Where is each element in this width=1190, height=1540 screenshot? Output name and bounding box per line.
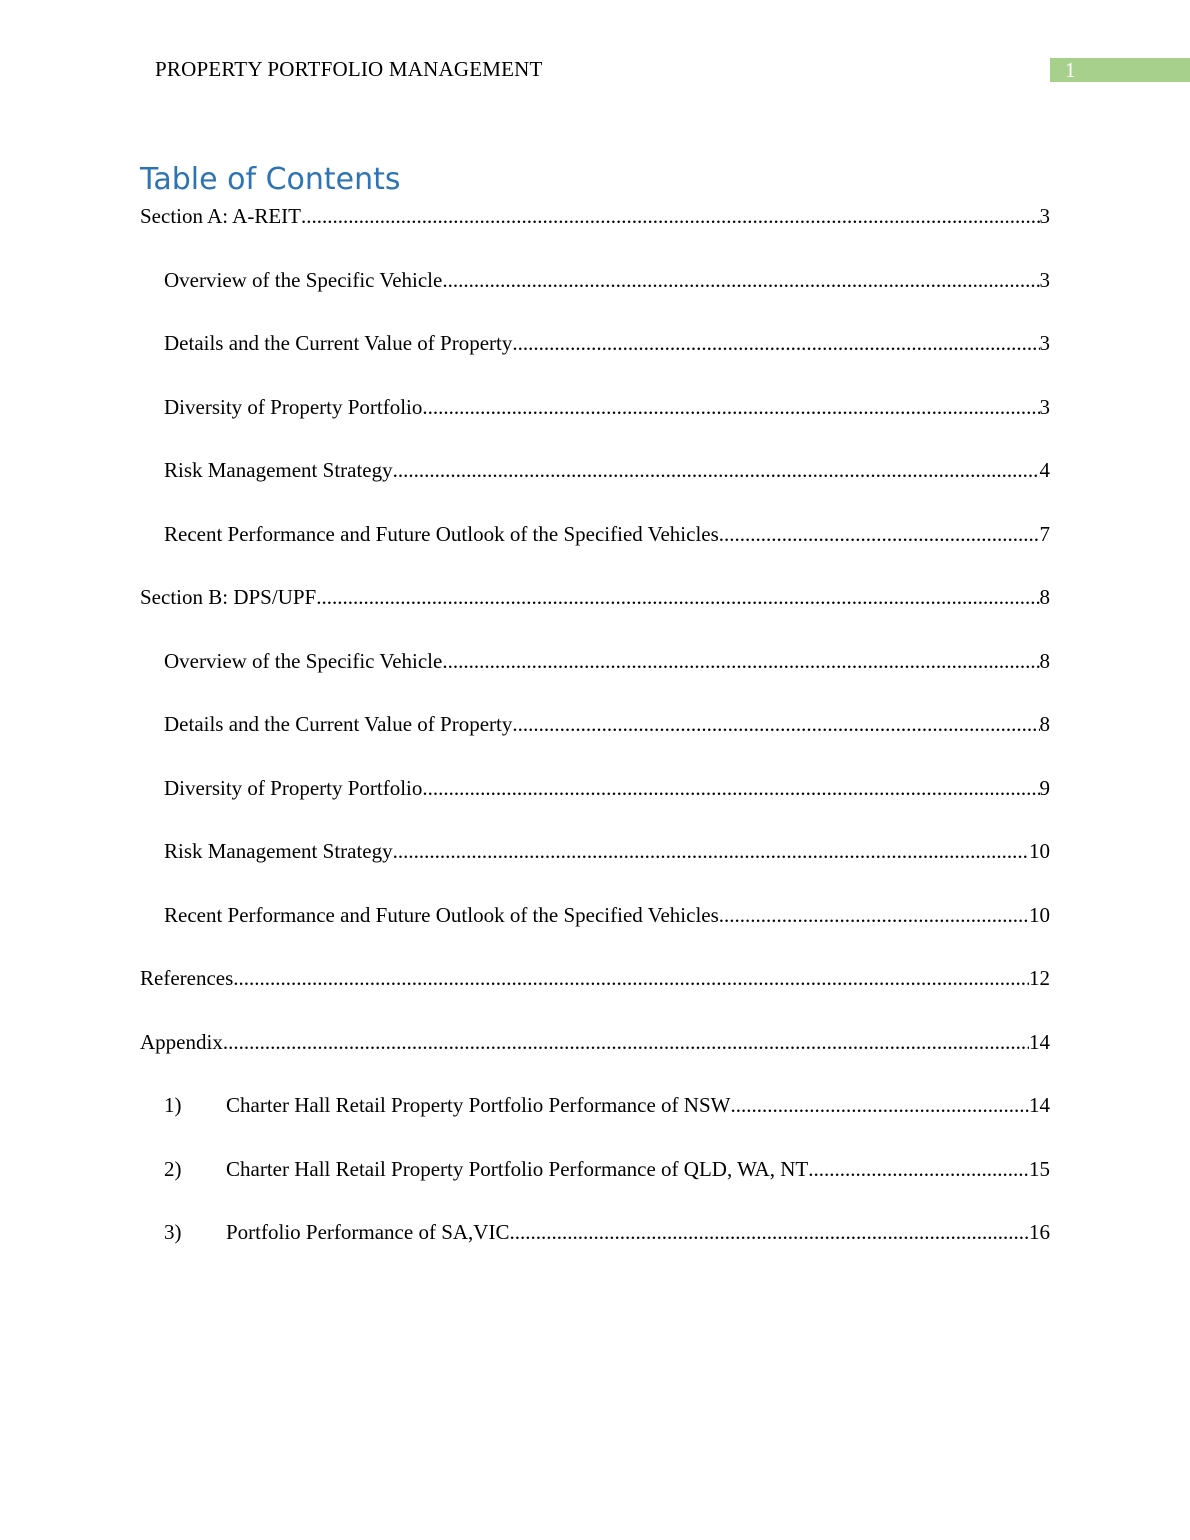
toc-entry-number: 3): [164, 1220, 182, 1244]
toc-entry[interactable]: [140, 581, 1050, 645]
toc-entry[interactable]: [140, 327, 1050, 391]
toc-entry[interactable]: [140, 1216, 1050, 1280]
toc-entry-text: Diversity of Property Portfolio: [164, 394, 423, 419]
toc-entry-text: Details and the Current Value of Property: [164, 712, 513, 736]
toc-entry[interactable]: [140, 708, 1050, 772]
table-of-contents: [140, 200, 1050, 1280]
toc-entry-row: [140, 327, 1050, 359]
toc-entry-row: [140, 518, 1050, 550]
toc-entry[interactable]: [140, 454, 1050, 518]
toc-entry-text: Charter Hall Retail Property Portfolio Performance of NSW: [226, 1093, 731, 1117]
toc-entry-text: Appendix: [140, 1029, 223, 1054]
toc-entry-row: [140, 264, 1050, 296]
toc-entry-page-number: 10: [1029, 902, 1050, 927]
toc-entry-page-number: 14: [1029, 1093, 1050, 1117]
toc-entry[interactable]: [140, 899, 1050, 963]
toc-entry-row: [140, 645, 1050, 677]
toc-dot-leader: [393, 454, 1040, 486]
running-head: PROPERTY PORTFOLIO MANAGEMENT: [155, 57, 543, 81]
toc-entry-text: Section B: DPS/UPF: [140, 585, 317, 609]
toc-entry-number: 2): [164, 1156, 182, 1181]
toc-dot-leader: [512, 708, 1039, 740]
toc-entry-text: Risk Management Strategy: [164, 839, 393, 863]
toc-entry[interactable]: [140, 645, 1050, 709]
toc-entry-page-number: 3: [1039, 267, 1050, 292]
toc-entry[interactable]: [140, 200, 1050, 264]
toc-entry-page-number: 12: [1029, 966, 1050, 990]
toc-dot-leader: [442, 645, 1039, 677]
toc-entry-row: [140, 1026, 1050, 1058]
toc-dot-leader: [422, 772, 1039, 804]
toc-dot-leader: [223, 1026, 1029, 1058]
toc-entry-row: [140, 200, 1050, 232]
toc-entry-text: Charter Hall Retail Property Portfolio Performance of QLD, WA, NT: [226, 1156, 809, 1181]
toc-entry-number: 1): [164, 1093, 182, 1117]
toc-dot-leader: [393, 835, 1029, 867]
toc-dot-leader: [512, 327, 1039, 359]
toc-dot-leader: [509, 1216, 1029, 1248]
toc-entry-text: Recent Performance and Future Outlook of the Specified Vehicles: [164, 902, 719, 927]
toc-entry-row: [140, 1153, 1050, 1185]
toc-dot-leader: [316, 581, 1039, 613]
toc-entry[interactable]: [140, 835, 1050, 899]
toc-entry-text: References: [140, 966, 234, 990]
toc-entry-page-number: 9: [1039, 775, 1050, 800]
toc-entry-row: [140, 708, 1050, 740]
toc-entry-row: [140, 581, 1050, 613]
toc-entry-text: Diversity of Property Portfolio: [164, 775, 423, 800]
toc-entry[interactable]: [140, 1026, 1050, 1090]
toc-entry-page-number: 16: [1029, 1220, 1050, 1244]
toc-entry-page-number: 7: [1039, 521, 1050, 546]
toc-entry[interactable]: [140, 772, 1050, 836]
toc-entry-row: [140, 391, 1050, 423]
toc-entry-row: [140, 899, 1050, 931]
toc-entry[interactable]: [140, 391, 1050, 455]
toc-entry-row: [140, 1089, 1050, 1121]
toc-dot-leader: [719, 899, 1029, 931]
toc-entry-page-number: 3: [1039, 331, 1050, 355]
toc-title: Table of Contents: [140, 162, 401, 197]
toc-entry-text: Portfolio Performance of SA,VIC: [226, 1220, 510, 1244]
toc-entry-page-number: 3: [1039, 204, 1050, 228]
toc-entry-page-number: 14: [1029, 1029, 1050, 1054]
toc-entry[interactable]: [140, 518, 1050, 582]
toc-dot-leader: [422, 391, 1039, 423]
toc-dot-leader: [808, 1153, 1029, 1185]
toc-entry-page-number: 4: [1039, 458, 1050, 482]
toc-entry-text: Recent Performance and Future Outlook of the Specified Vehicles: [164, 521, 719, 546]
toc-entry-row: [140, 1216, 1050, 1248]
toc-entry[interactable]: [140, 1089, 1050, 1153]
toc-entry-row: [140, 454, 1050, 486]
toc-dot-leader: [719, 518, 1040, 550]
toc-entry-text: Overview of the Specific Vehicle: [164, 267, 443, 292]
toc-entry-row: [140, 772, 1050, 804]
toc-entry-page-number: 10: [1029, 839, 1050, 863]
toc-entry-text: Overview of the Specific Vehicle: [164, 648, 443, 673]
toc-entry-page-number: 15: [1029, 1156, 1050, 1181]
toc-entry-page-number: 3: [1039, 394, 1050, 419]
toc-dot-leader: [233, 962, 1029, 994]
toc-entry[interactable]: [140, 264, 1050, 328]
toc-entry-page-number: 8: [1039, 712, 1050, 736]
toc-entry-row: [140, 835, 1050, 867]
toc-entry[interactable]: [140, 1153, 1050, 1217]
toc-entry-text: Risk Management Strategy: [164, 458, 393, 482]
page-number-box: [1050, 58, 1190, 82]
toc-dot-leader: [730, 1089, 1029, 1121]
toc-entry-row: [140, 962, 1050, 994]
page-number: 1: [1065, 58, 1076, 82]
toc-entry-page-number: 8: [1039, 585, 1050, 609]
toc-entry-page-number: 8: [1039, 648, 1050, 673]
toc-entry[interactable]: [140, 962, 1050, 1026]
toc-dot-leader: [301, 200, 1040, 232]
toc-entry-text: Section A: A-REIT: [140, 204, 301, 228]
toc-entry-text: Details and the Current Value of Property: [164, 331, 513, 355]
toc-dot-leader: [442, 264, 1039, 296]
